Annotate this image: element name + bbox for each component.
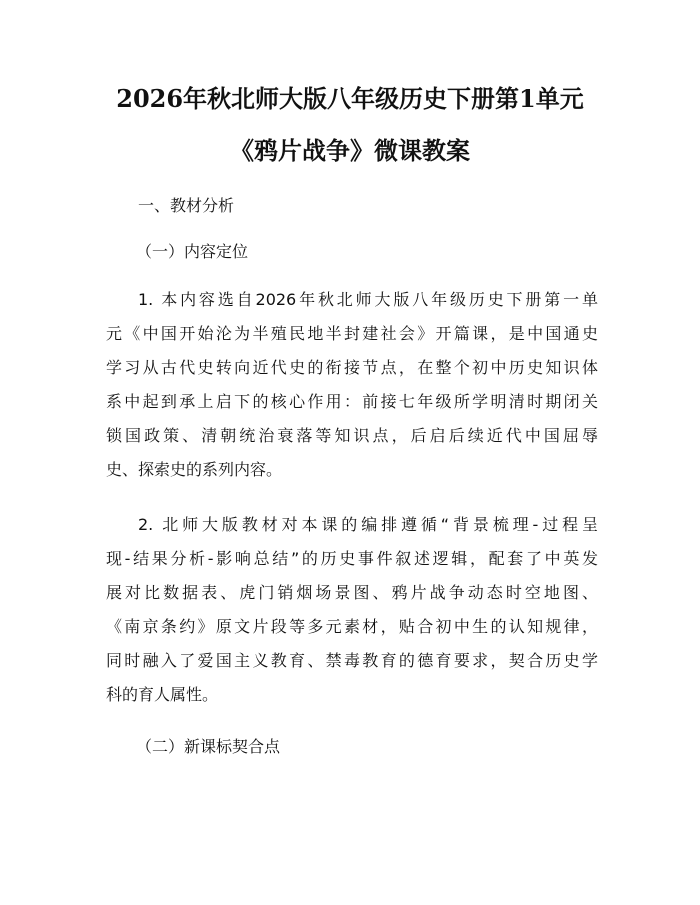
paragraph-line: 同时融入了爱国主义教育、禁毒教育的德育要求，契合历史学 <box>106 651 598 670</box>
subsection-heading-content-positioning: （一）内容定位 <box>136 242 249 261</box>
paragraph-line: 2. 北师大版教材对本课的编排遵循“背景梳理-过程呈 <box>138 515 598 534</box>
paragraph-line: 史、探索史的系列内容。 <box>106 460 283 479</box>
paragraph-line: 展对比数据表、虎门销烟场景图、鸦片战争动态时空地图、 <box>106 583 598 602</box>
paragraph-line: 《南京条约》原文片段等多元素材，贴合初中生的认知规律， <box>106 617 598 636</box>
paragraph-line: 1. 本内容选自2026年秋北师大版八年级历史下册第一单 <box>138 290 598 309</box>
paragraph-content-positioning <box>106 283 598 487</box>
paragraph-line: 元《中国开始沦为半殖民地半封建社会》开篇课，是中国通史 <box>106 324 598 343</box>
subsection-heading-new-curriculum: （二）新课标契合点 <box>136 737 281 756</box>
paragraph-line: 锁国政策、清朝统治衰落等知识点，后启后续近代中国屈辱 <box>106 426 598 445</box>
paragraph-line: 科的育人属性。 <box>106 685 219 704</box>
paragraph-line: 系中起到承上启下的核心作用：前接七年级所学明清时期闭关 <box>106 392 598 411</box>
document-title-line-2: 《鸦片战争》微课教案 <box>230 136 470 165</box>
paragraph-line: 现-结果分析-影响总结”的历史事件叙述逻辑，配套了中英发 <box>106 549 598 568</box>
paragraph-textbook-arrangement <box>106 508 598 712</box>
section-heading-textbook-analysis: 一、教材分析 <box>138 196 235 215</box>
document-title-line-1: 2026年秋北师大版八年级历史下册第1单元 <box>116 84 584 113</box>
paragraph-line: 学习从古代史转向近代史的衔接节点，在整个初中历史知识体 <box>106 358 598 377</box>
